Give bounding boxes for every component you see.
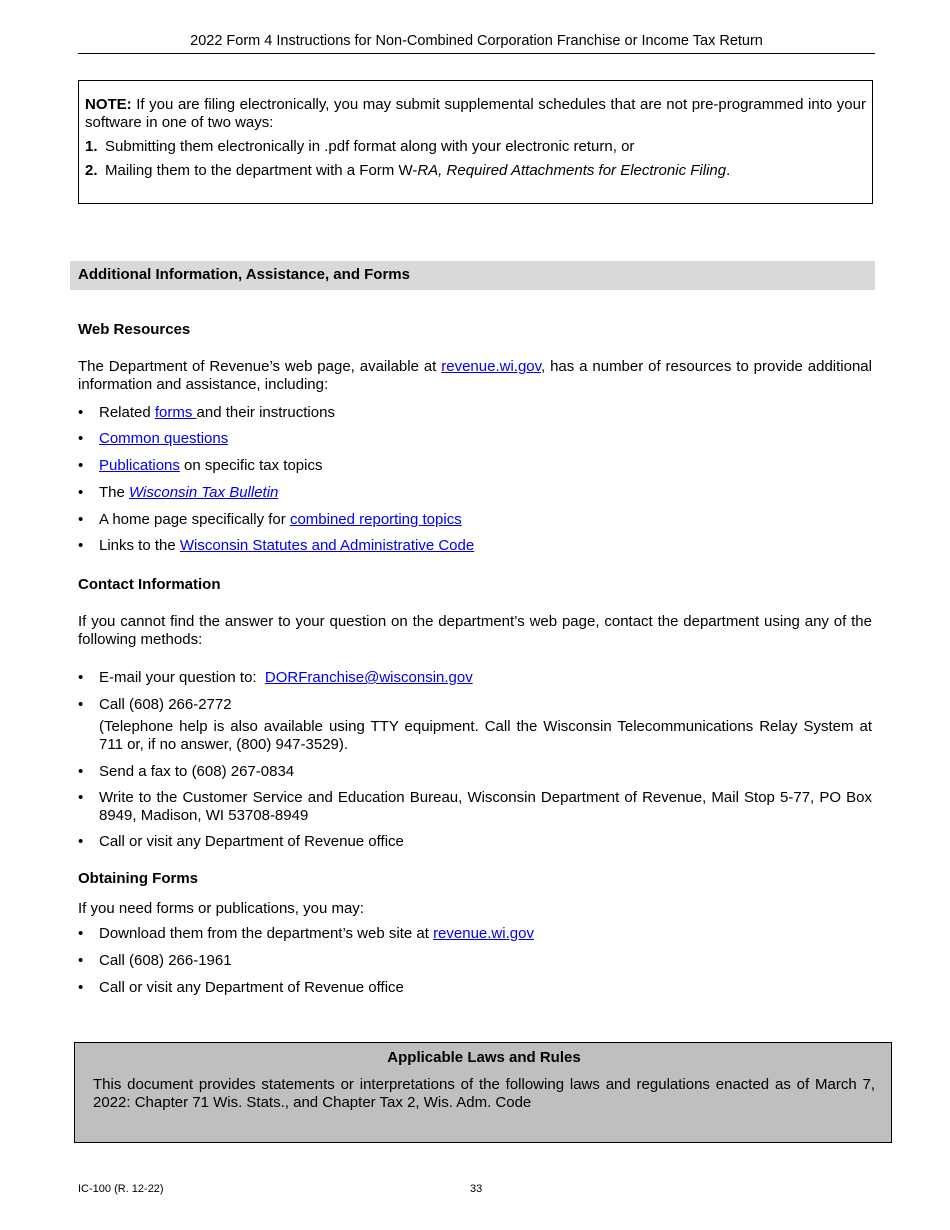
note-text: If you are filing electronically, you may submit supplemental schedules that are not pre-programmed into your software in one of two ways:: [85, 96, 866, 131]
bullet-icon: •: [78, 404, 84, 421]
bullet-icon: •: [78, 430, 84, 447]
intro-text: The Department of Revenue’s web page, available at: [78, 358, 442, 375]
obtaining-forms-heading: Obtaining Forms: [78, 870, 198, 887]
list-item: [78, 696, 872, 754]
intro-text: , has a number of resources to provide additional information and assistance, including:: [78, 358, 872, 393]
list-item: [78, 484, 872, 502]
forms-link[interactable]: forms: [154, 404, 197, 421]
publications-link[interactable]: Publications: [99, 457, 180, 474]
contact-heading: Contact Information: [78, 576, 221, 593]
header-rule: [78, 53, 875, 54]
bullet-icon: •: [78, 979, 84, 996]
item-text: Call (608) 266-2772: [99, 696, 232, 713]
item-text: Links to the: [99, 537, 180, 554]
list-item: [78, 430, 872, 448]
list-item: [78, 404, 872, 422]
item-text: Call or visit any Department of Revenue office: [99, 979, 404, 996]
list-item: [78, 925, 872, 943]
tax-bulletin-link[interactable]: Wisconsin Tax Bulletin: [129, 484, 279, 501]
list-item: [78, 763, 872, 781]
item-text: Write to the Customer Service and Education Bureau, Wisconsin Department of Revenue, Mail Stop 5-77, PO Box 8949, Madison, WI 53708-8949: [99, 789, 872, 824]
email-link[interactable]: DORFranchise@wisconsin.gov: [264, 669, 473, 686]
note-label: NOTE:: [85, 96, 132, 113]
item-text: The: [99, 484, 130, 501]
bullet-icon: •: [78, 763, 84, 780]
note-item-text: Submitting them electronically in .pdf format along with your electronic return, or: [105, 138, 635, 155]
item-text: Download them from the department’s web site at: [99, 925, 434, 942]
combined-reporting-link[interactable]: combined reporting topics: [289, 511, 462, 528]
list-item: [78, 833, 872, 851]
note-item-suffix: .: [726, 162, 731, 179]
bullet-icon: •: [78, 833, 84, 850]
web-resources-heading: Web Resources: [78, 321, 191, 338]
contact-intro: If you cannot find the answer to your question on the department’s web page, contact the department using any of the following methods:: [78, 613, 872, 648]
bullet-icon: •: [78, 952, 84, 969]
bullet-icon: •: [78, 789, 84, 806]
note-item-1: [85, 138, 866, 156]
page-header-title: 2022 Form 4 Instructions for Non-Combined Corporation Franchise or Income Tax Return: [190, 33, 763, 49]
item-text: Send a fax to (608) 267-0834: [99, 763, 295, 780]
note-item-2: [85, 162, 866, 180]
tty-note: (Telephone help is also available using TTY equipment. Call the Wisconsin Telecommunications Relay System at 711 or, if no answer, (800) 947-3529).: [99, 718, 872, 753]
form-wra-title: RA, Required Attachments for Electronic Filing: [417, 162, 727, 179]
note-paragraph: [85, 96, 866, 132]
bullet-icon: •: [78, 537, 84, 554]
footer-form-id: IC-100 (R. 12-22): [78, 1183, 164, 1195]
list-item: [78, 952, 872, 970]
common-questions-link[interactable]: Common questions: [99, 430, 229, 447]
list-item: [78, 511, 872, 529]
bullet-icon: •: [78, 925, 84, 942]
item-text: Related: [99, 404, 155, 421]
note-box: [78, 80, 873, 204]
web-resources-intro: [78, 358, 872, 394]
statutes-link[interactable]: Wisconsin Statutes and Administrative Code: [179, 537, 475, 554]
list-item: [78, 669, 872, 687]
item-text: E-mail your question to:: [99, 669, 265, 686]
forms-intro: If you need forms or publications, you may:: [78, 900, 364, 917]
laws-title: Applicable Laws and Rules: [387, 1049, 581, 1066]
bullet-icon: •: [78, 669, 84, 686]
page-number: 33: [470, 1183, 483, 1195]
revenue-download-link[interactable]: revenue.wi.gov: [433, 925, 534, 942]
list-item: [78, 789, 872, 825]
item-text: Call or visit any Department of Revenue office: [99, 833, 404, 850]
revenue-link[interactable]: revenue.wi.gov: [441, 358, 542, 375]
list-item: [78, 457, 872, 475]
item-text: and their instructions: [196, 404, 335, 421]
note-item-text: Mailing them to the department with a Form W-: [105, 162, 418, 179]
bullet-icon: •: [78, 457, 84, 474]
item-text: Call (608) 266-1961: [99, 952, 232, 969]
list-item: [78, 979, 872, 997]
note-item-number: 1.: [85, 138, 98, 155]
note-item-number: 2.: [85, 162, 98, 179]
bullet-icon: •: [78, 484, 84, 501]
list-item: [78, 537, 872, 555]
item-text: on specific tax topics: [179, 457, 323, 474]
bullet-icon: •: [78, 511, 84, 528]
section-title-bar: Additional Information, Assistance, and Forms: [70, 261, 875, 290]
item-text: A home page specifically for: [99, 511, 290, 528]
applicable-laws-box: [74, 1042, 892, 1143]
laws-text: This document provides statements or interpretations of the following laws and regulations enacted as of March 7, 2022: Chapter 71 Wis. Stats., and Chapter Tax 2, Wis. Adm. Code: [93, 1076, 875, 1111]
bullet-icon: •: [78, 696, 84, 713]
